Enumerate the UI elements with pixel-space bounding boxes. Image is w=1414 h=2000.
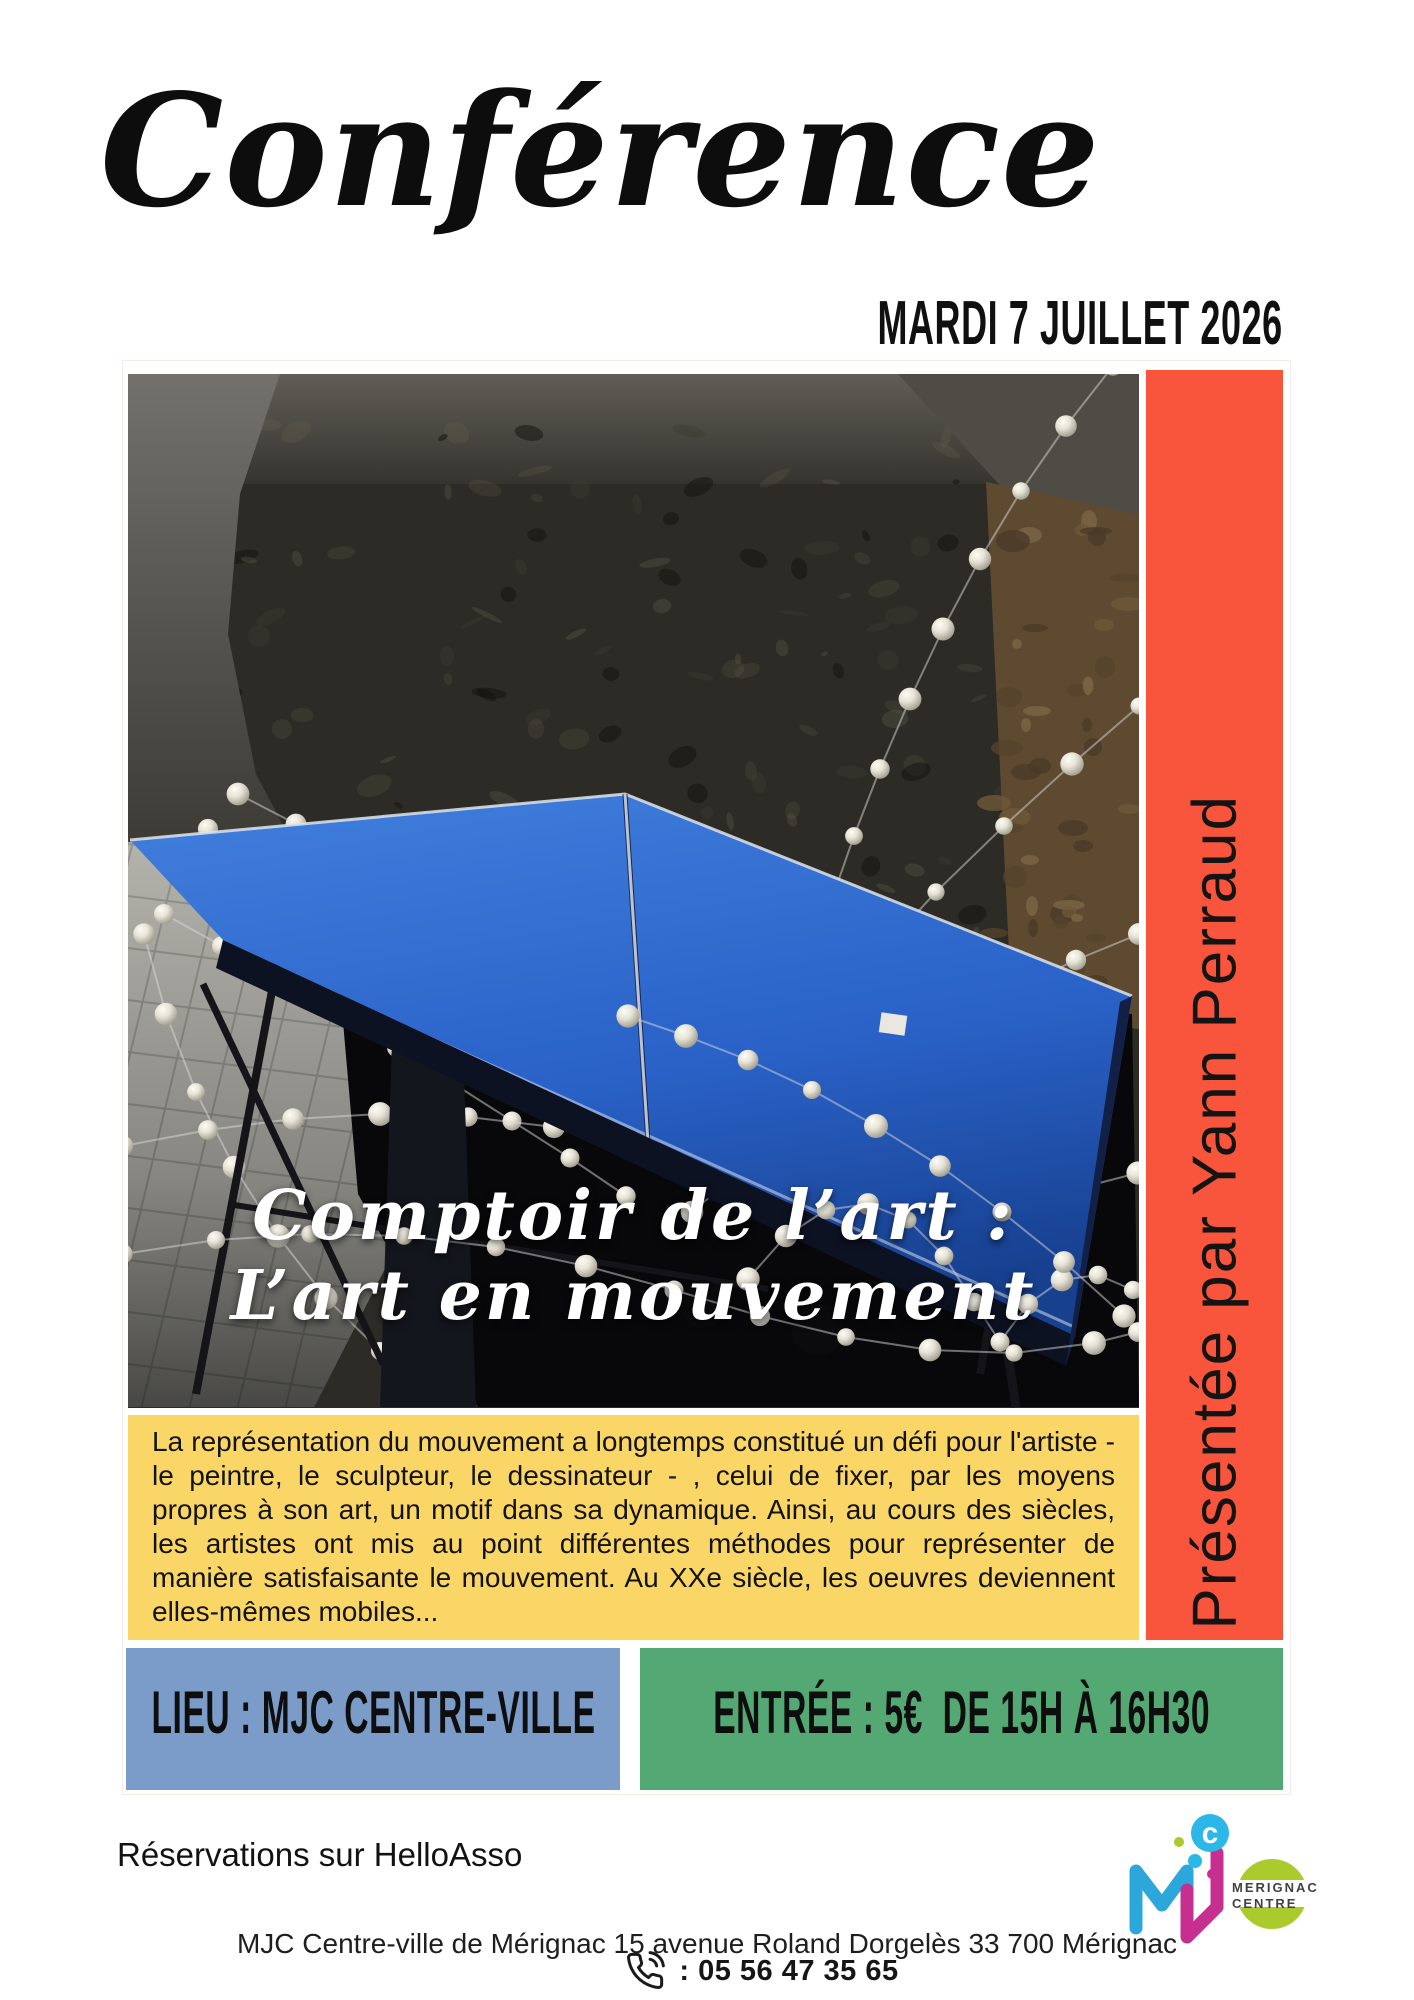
reservations-note: Réservations sur HelloAsso (117, 1836, 523, 1873)
wire-label (879, 1012, 908, 1035)
footer-address: MJC Centre-ville de Mérignac 15 avenue Roland Dorgelès 33 700 Mérignac (236, 1928, 1178, 1959)
logo-text-line2: CENTRE (1232, 1896, 1298, 1911)
description-text: La représentation du mouvement a longtemps constitué un défi pour l'artiste - le peintre, le sculpteur, le dessinateur - , celui de fixer, par les moyens propres à son art, un motif dans sa dynamique. Ainsi, au cours des siècles, les artistes ont mis au point différentes méthodes pour représenter de manière satisfaisante le mouvement. Au XXe siècle, les oeuvres deviennent elles-mêmes mobiles... (152, 1426, 1115, 1627)
photo-title-overlay (128, 1176, 1139, 1336)
entry-label: ENTRÉE : 5€ DE 15H À 16H30 (713, 1678, 1210, 1746)
presenter-name: Présentée par Yann Perraud (1180, 794, 1249, 1630)
logo-text-line1: MERIGNAC (1232, 1880, 1319, 1895)
event-date-text: MARDI 7 JUILLET 2026 (877, 289, 1283, 358)
svg-text:c: c (1201, 1817, 1219, 1850)
presenter-banner (1146, 370, 1283, 1640)
footer-phone-row (0, 1948, 1414, 1994)
event-date (0, 288, 1283, 359)
logo-dot-green (1174, 1837, 1184, 1847)
phone-number: : 05 56 47 35 65 (679, 1954, 899, 1987)
event-photo (128, 374, 1139, 1408)
location-label: LIEU : MJC CENTRE-VILLE (150, 1678, 596, 1746)
page-title: Conférence (100, 59, 1101, 242)
photo-title-line1: Comptoir de l’art : (252, 1176, 1015, 1256)
entry-pill (640, 1648, 1283, 1790)
phone-icon (625, 1951, 665, 1991)
logo-dot-cyan (1188, 1854, 1202, 1868)
location-pill (126, 1648, 620, 1790)
logo-dot-magenta (1207, 1869, 1217, 1879)
description-box (128, 1415, 1139, 1640)
photo-title-line2: L’art en mouvement (230, 1256, 1037, 1336)
logo-letter-m (1136, 1871, 1187, 1928)
